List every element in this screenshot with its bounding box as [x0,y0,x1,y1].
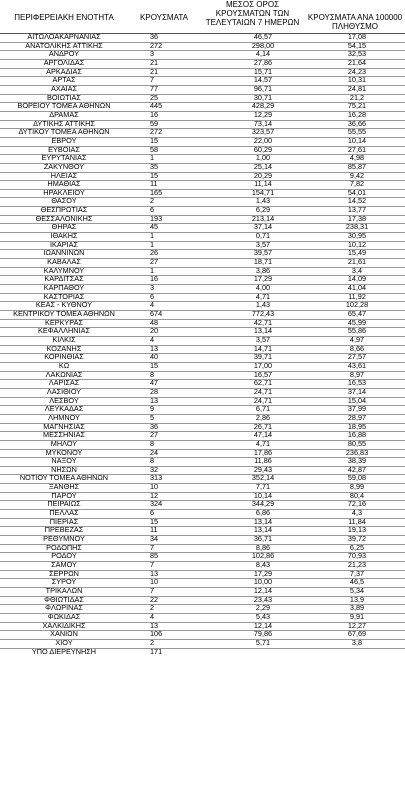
cell-cases: 40 [150,352,159,362]
cell-avg: 6,71 [255,404,271,414]
cell-avg: 6,86 [255,508,271,518]
cell-region: ΑΝΑΤΟΛΙΚΗΣ ΑΤΤΙΚΗΣ [25,40,103,50]
cell-avg: 27,86 [253,57,273,67]
cell-avg: 60,29 [253,144,273,154]
cell-per: 10,14 [347,135,367,145]
cell-cases: 16 [150,274,159,284]
cell-per: 11,92 [348,291,366,301]
cell-region: ΥΠΟ ΔΙΕΡΕΥΝΗΣΗ [31,646,97,656]
cell-cases: 45 [150,222,159,232]
cell-region: ΝΟΤΙΟΥ ΤΟΜΕΑ ΑΘΗΝΩΝ [19,473,109,483]
cell-per: 238,31 [345,222,369,232]
cell-region: ΛΑΚΩΝΙΑΣ [45,369,83,379]
cell-cases: 1 [150,265,155,275]
cell-per: 37,14 [347,386,367,396]
cell-avg: 8,43 [255,560,271,570]
cell-avg: 5,71 [255,637,271,647]
cell-avg: 13,14 [253,326,273,336]
cell-per: 42,87 [347,464,367,474]
cell-per: 27,57 [347,352,367,362]
cell-avg: 2,86 [255,412,271,422]
cell-avg: 24,71 [253,386,273,396]
cell-cases: 34 [150,534,159,544]
cell-cases: 58 [150,144,159,154]
cell-cases: 20 [150,326,159,336]
cell-avg: 428,29 [251,101,275,111]
cell-cases: 16 [150,109,159,119]
cell-per: 54,15 [347,40,367,50]
cell-avg: 323,57 [251,127,275,137]
cell-avg: 6,29 [255,205,271,215]
cell-cases: 324 [150,499,163,509]
cell-avg: 10,00 [253,577,273,587]
cell-cases: 2 [150,196,155,206]
cell-cases: 106 [150,629,163,639]
cell-cases: 8 [150,438,155,448]
cell-per: 4,98 [349,153,365,163]
cell-avg: 37,14 [253,222,273,232]
cell-avg: 4,71 [255,438,271,448]
cell-region: ΡΟΔΟΠΗΣ [46,542,82,552]
cell-region: ΗΛΕΙΑΣ [50,170,78,180]
cell-cases: 13 [150,343,159,353]
cell-cases: 12 [150,490,159,500]
cell-avg: 13,14 [253,525,273,535]
cell-avg: 30,71 [253,92,273,102]
cell-cases: 6 [150,291,155,301]
cell-region: ΧΑΝΙΩΝ [50,629,78,639]
cell-avg: 12,29 [253,109,273,119]
cell-cases: 15 [150,516,159,526]
cell-avg: 12,14 [253,620,273,630]
cell-region: ΚΕΝΤΡΙΚΟΥ ΤΟΜΕΑ ΑΘΗΝΩΝ [13,309,115,318]
cell-region: ΚΑΣΤΟΡΙΑΣ [43,291,85,301]
cell-cases: 2 [150,637,155,647]
cell-cases: 13 [150,620,159,630]
cell-region: ΑΡΚΑΔΙΑΣ [46,66,82,76]
cell-per: 4,3 [351,508,363,518]
cell-region: ΑΙΤΩΛΟΑΚΑΡΝΑΝΙΑΣ [27,32,101,41]
cell-cases: 24 [150,447,159,457]
cell-region: ΦΘΙΩΤΙΔΑΣ [44,594,84,604]
cell-region: ΞΑΝΘΗΣ [48,482,80,492]
cell-cases: 445 [150,101,163,111]
cell-avg: 22,00 [253,135,273,145]
cell-cases: 6 [150,508,155,518]
cell-region: ΚΕΡΚΥΡΑΣ [44,317,84,327]
cell-cases: 10 [150,482,159,492]
cell-cases: 6 [150,205,155,215]
cell-avg: 3,57 [255,239,271,249]
cell-region: ΧΙΟΥ [55,637,73,647]
cell-cases: 7 [150,560,155,570]
cell-per: 24,81 [347,83,367,93]
cell-avg: 17,29 [253,274,273,284]
cell-cases: 21 [150,66,159,76]
cell-per: 16,88 [347,430,367,440]
cell-region: ΦΩΚΙΔΑΣ [47,611,81,621]
cell-cases: 1 [150,153,155,163]
header-cases-label: ΚΡΟΥΣΜΑΤΑ [140,13,188,22]
header-avg-line: ΜΕΣΟΣ ΟΡΟΣ [225,0,280,9]
cell-region: ΦΛΩΡΙΝΑΣ [45,603,83,613]
cell-per: 9,91 [349,611,365,621]
cell-avg: 36,71 [253,534,273,544]
cell-per: 21,61 [347,257,367,267]
cell-avg: 772,43 [251,309,275,318]
cell-region: ΧΑΛΚΙΔΙΚΗΣ [42,620,86,630]
cell-avg: 1,43 [255,300,271,310]
cell-per: 80,4 [349,490,365,500]
cell-cases: 171 [150,646,163,656]
cell-region: ΜΑΓΝΗΣΙΑΣ [43,421,85,431]
cell-per: 12,27 [347,620,367,630]
cell-per: 8,66 [349,343,365,353]
cell-cases: 85 [150,551,159,561]
cell-cases: 15 [150,135,159,145]
cell-cases: 272 [150,40,163,50]
cell-region: ΠΑΡΟΥ [51,490,77,500]
cell-cases: 4 [150,300,155,310]
cell-region: ΡΟΔΟΥ [51,551,77,561]
cell-cases: 10 [150,577,159,587]
cell-avg: 24,71 [253,395,273,405]
cell-per: 70,93 [347,551,367,561]
cell-avg: 39,57 [253,248,273,258]
cell-cases: 27 [150,257,159,267]
cell-avg: 102,86 [251,551,275,561]
cell-avg: 39,71 [253,352,273,362]
cell-per: 27,61 [347,144,367,154]
cell-cases: 48 [150,317,159,327]
cell-avg: 17,86 [253,447,273,457]
cell-cases: 7 [150,586,155,595]
cell-region: ΔΥΤΙΚΗΣ ΑΤΤΙΚΗΣ [33,118,95,128]
cell-region: ΙΚΑΡΙΑΣ [49,239,79,249]
cell-avg: 46,57 [253,32,273,41]
cell-per: 236,83 [345,447,369,457]
cell-region: ΕΥΡΥΤΑΝΙΑΣ [41,153,87,163]
cell-avg: 4,71 [255,291,271,301]
cell-per: 55,55 [347,127,367,137]
cell-per: 72,16 [347,499,367,509]
cell-region: ΚΩ [58,360,70,370]
cell-avg: 4,14 [255,49,271,59]
cell-cases: 26 [150,248,159,258]
cell-per: 3,4 [351,265,363,275]
cell-avg: 17,29 [253,568,273,578]
cell-per: 8,99 [349,482,365,492]
cell-avg: 10,14 [253,490,273,500]
cell-avg: 96,71 [253,83,273,93]
cell-region: ΘΕΣΣΑΛΟΝΙΚΗΣ [35,213,93,223]
cell-cases: 2 [150,603,155,613]
cell-region: ΔΥΤΙΚΟΥ ΤΟΜΕΑ ΑΘΗΝΩΝ [18,127,110,137]
cell-per: 18,95 [347,421,367,431]
cell-region: ΗΡΑΚΛΕΙΟΥ [43,187,85,197]
cell-per: 9,42 [349,170,365,180]
cell-region: ΘΗΡΑΣ [51,222,77,232]
cell-region: ΑΝΔΡΟΥ [48,49,80,59]
cell-cases: 11 [150,525,158,535]
cell-region: ΠΕΙΡΑΙΩΣ [47,499,81,509]
cell-per: 41,04 [347,283,367,293]
cell-region: ΛΑΣΙΘΙΟΥ [46,386,82,396]
cell-per: 16,28 [347,109,367,119]
cell-per: 102,28 [345,300,369,310]
cell-per: 3,89 [349,603,365,613]
cell-cases: 77 [150,83,159,93]
cell-cases: 15 [150,170,159,180]
cell-region: ΔΡΑΜΑΣ [49,109,79,119]
cell-cases: 35 [150,161,159,171]
cell-per: 55,86 [347,326,367,336]
cell-avg: 1,43 [255,196,271,206]
cell-region: ΡΕΘΥΜΝΟΥ [43,534,85,544]
cell-per: 45,99 [347,317,367,327]
cell-per: 17,38 [347,213,367,223]
cell-cases: 36 [150,421,159,431]
cell-cases: 7 [150,542,155,552]
cell-cases: 11 [150,179,158,189]
cell-avg: 2,29 [255,603,271,613]
cell-per: 39,72 [347,534,367,544]
cell-per: 36,66 [347,118,367,128]
cell-region: ΛΕΣΒΟΥ [49,395,79,405]
cell-avg: 73,14 [253,118,273,128]
cell-region: ΚΟΡΙΝΘΙΑΣ [44,352,84,362]
cell-avg: 29,43 [253,464,273,474]
cell-cases: 7 [150,75,155,85]
cell-avg: 11,86 [254,456,272,466]
cell-region: ΝΑΞΟΥ [51,456,77,466]
cell-cases: 36 [150,32,159,41]
cell-per: 54,01 [347,187,367,197]
cell-region: ΚΟΖΑΝΗΣ [46,343,82,353]
cell-region: ΚΑΡΔΙΤΣΑΣ [44,274,84,284]
cell-cases: 13 [150,568,159,578]
cell-cases: 8 [150,456,155,466]
cell-per: 30,95 [347,231,367,241]
cell-cases: 1 [150,239,155,249]
cell-cases: 4 [150,611,155,621]
cell-per: 67,69 [347,629,367,639]
cell-per: 13,77 [347,205,367,215]
cell-per: 13,9 [349,594,365,604]
cell-region: ΖΑΚΥΝΘΟΥ [43,161,85,171]
cell-region: ΜΕΣΣΗΝΙΑΣ [43,430,85,440]
cell-per: 85,87 [347,161,367,171]
cell-per: 16,53 [347,378,367,388]
cell-avg: 8,86 [255,542,271,552]
cell-avg: 16,57 [253,369,273,379]
cell-per: 24,23 [347,66,367,76]
cell-cases: 1 [150,231,155,241]
cell-per: 21,2 [349,92,365,102]
cell-per: 15,04 [347,395,367,405]
cell-region: ΛΑΡΙΣΑΣ [48,378,80,388]
cell-cases: 193 [150,213,163,223]
cell-region: ΚΕΑΣ - ΚΥΘΝΟΥ [35,300,93,310]
cell-avg: 15,71 [253,66,273,76]
cell-region: ΚΙΛΚΙΣ [52,334,76,344]
cell-cases: 28 [150,386,159,396]
cell-cases: 27 [150,430,159,440]
cell-avg: 14,71 [253,343,273,353]
cell-avg: 213,14 [251,213,275,223]
cell-cases: 272 [150,127,163,137]
cell-per: 10,31 [347,75,367,85]
cell-avg: 5,43 [255,611,271,621]
cell-avg: 14,57 [253,75,273,85]
cell-region: ΚΕΦΑΛΛΗΝΙΑΣ [38,326,90,336]
cell-per: 15,49 [347,248,367,258]
cell-avg: 47,14 [253,430,273,440]
cell-region: ΗΜΑΘΙΑΣ [47,179,81,189]
cell-region: ΕΥΒΟΙΑΣ [48,144,80,154]
cell-avg: 13,14 [253,516,273,526]
cell-region: ΙΩΑΝΝΙΝΩΝ [43,248,85,258]
cell-region: ΜΗΛΟΥ [50,438,78,448]
cell-per: 43,61 [347,360,367,370]
cell-avg: 62,71 [253,378,273,388]
cell-avg: 298,00 [251,40,275,50]
cell-region: ΑΡΤΑΣ [52,75,76,85]
cell-per: 4,97 [349,334,365,344]
cell-region: ΤΡΙΚΑΛΩΝ [45,586,83,595]
cell-per: 65,47 [347,309,367,318]
cell-region: ΒΟΡΕΙΟΥ ΤΟΜΕΑ ΑΘΗΝΩΝ [17,101,111,111]
cell-avg: 0,71 [255,231,271,241]
table-body [0,33,405,656]
cell-region: ΜΥΚΟΝΟΥ [45,447,83,457]
cell-region: ΚΑΛΥΜΝΟΥ [43,265,85,275]
cell-per: 7,82 [349,179,365,189]
cell-cases: 21 [150,57,159,67]
cell-cases: 4 [150,334,155,344]
cell-cases: 13 [150,395,159,405]
cell-avg: 1,00 [255,153,271,163]
cell-per: 7,37 [349,568,365,578]
cell-per: 6,25 [349,542,365,552]
cell-cases: 59 [150,118,159,128]
cell-per: 75,21 [347,101,367,111]
cell-avg: 344,29 [251,499,275,509]
cell-region: ΕΒΡΟΥ [51,135,77,145]
header-per-line: ΠΛΗΘΥΣΜΟ [331,22,379,31]
cell-cases: 8 [150,369,155,379]
cell-region: ΙΘΑΚΗΣ [50,231,78,241]
cell-per: 5,34 [349,586,365,595]
cell-avg: 4,00 [255,283,271,293]
cell-avg: 20,29 [253,170,273,180]
cell-per: 14,52 [347,196,367,206]
cell-per: 38,39 [347,456,367,466]
cell-region: ΛΕΥΚΑΔΑΣ [44,404,84,414]
cell-avg: 352,14 [251,473,275,483]
cell-cases: 3 [150,49,155,59]
cell-cases: 15 [150,360,159,370]
cell-per: 17,08 [347,32,367,41]
cell-avg: 18,71 [253,257,273,267]
cell-region: ΘΕΣΠΡΩΤΙΑΣ [40,205,88,215]
header-avg-line: ΤΕΛΕΥΤΑΙΩΝ 7 ΗΜΕΡΩΝ [205,18,300,27]
cell-per: 8,97 [349,369,365,379]
cell-avg: 79,86 [253,629,273,639]
cell-per: 14,09 [347,274,367,284]
cell-per: 21,23 [347,560,367,570]
cell-cases: 3 [150,283,155,293]
cell-region: ΠΡΕΒΕΖΑΣ [44,525,84,535]
cell-per: 19,13 [347,525,367,535]
cell-per: 3,8 [351,637,363,647]
cell-cases: 32 [150,464,159,474]
cell-avg: 23,43 [253,594,273,604]
cell-region: ΣΕΡΡΩΝ [49,568,79,578]
cell-region: ΝΗΣΩΝ [51,464,77,474]
cell-cases: 9 [150,404,155,414]
cell-region: ΣΑΜΟΥ [51,560,77,570]
cell-avg: 12,14 [253,586,273,595]
cell-cases: 674 [150,309,163,318]
cell-avg: 26,71 [253,421,273,431]
cell-cases: 25 [150,92,159,102]
cell-avg: 3,86 [255,265,271,275]
header-avg-line: ΚΡΟΥΣΜΑΤΩΝ ΤΩΝ [215,9,290,18]
cell-per: 11,84 [348,516,366,526]
cell-region: ΘΑΣΟΥ [51,196,77,206]
cell-region: ΑΡΓΟΛΙΔΑΣ [43,57,85,67]
cell-region: ΚΑΒΑΛΑΣ [47,257,81,267]
header-per-line: ΚΡΟΥΣΜΑΤΑ ΑΝΑ 100000 [307,13,403,22]
cell-avg: 42,71 [253,317,273,327]
cell-per: 80,55 [347,438,367,448]
cell-per: 46,5 [349,577,365,587]
cell-avg: 7,71 [255,482,271,492]
cell-per: 21,64 [347,57,367,67]
cell-avg: 25,14 [253,161,273,171]
header-region-label: ΠΕΡΙΦΕΡΕΙΑΚΗ ΕΝΟΤΗΤΑ [14,13,114,22]
cell-per: 59,08 [347,473,367,483]
cell-cases: 47 [150,378,159,388]
cell-region: ΑΧΑΪΑΣ [50,83,77,93]
cell-per: 32,53 [347,49,367,59]
cell-per: 10,12 [347,239,367,249]
cell-region: ΛΗΜΝΟΥ [48,412,80,422]
cell-avg: 154,71 [251,187,275,197]
cell-avg: 11,14 [254,179,272,189]
cell-region: ΠΙΕΡΙΑΣ [49,516,79,526]
cell-per: 28,97 [347,412,367,422]
cell-avg: 17,00 [253,360,273,370]
cell-cases: 22 [150,594,159,604]
cell-region: ΠΕΛΛΑΣ [49,508,79,518]
cell-region: ΣΥΡΟΥ [51,577,77,587]
cell-cases: 5 [150,412,155,422]
cell-region: ΒΟΙΩΤΙΑΣ [47,92,81,102]
header-7day-average [200,0,305,34]
cell-cases: 313 [150,473,163,483]
cell-cases: 165 [150,187,163,197]
cell-region: ΚΑΡΠΑΘΟΥ [43,283,85,293]
table-row [0,648,405,657]
cell-per: 37,99 [347,404,367,414]
cell-avg: 3,57 [255,334,271,344]
